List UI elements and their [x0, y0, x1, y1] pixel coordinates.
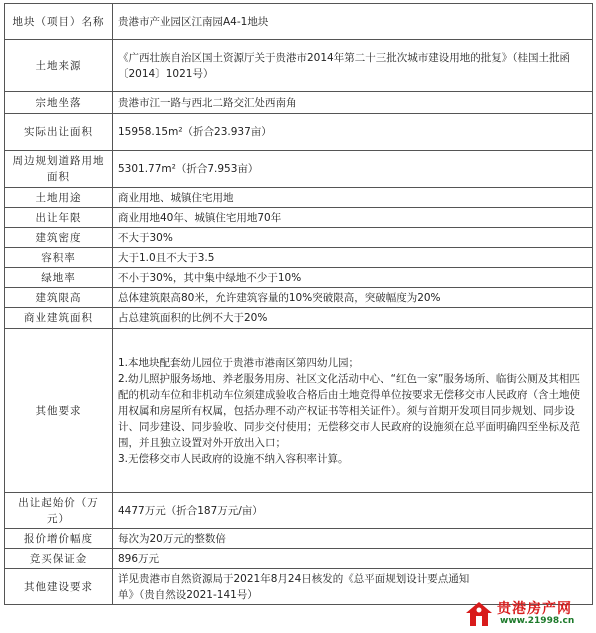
watermark-url: www.21998.cn	[500, 616, 575, 626]
row-value: 5301.77m²（折合7.953亩）	[113, 151, 593, 188]
table-row	[5, 493, 593, 529]
row-value: 不小于30%，其中集中绿地不少于10%	[113, 268, 593, 288]
row-value: 占总建筑面积的比例不大于20%	[113, 308, 593, 329]
row-label: 宗地坐落	[5, 92, 113, 114]
table-row	[5, 92, 593, 114]
other-req-line-2: 2.幼儿照护服务场地、养老服务用房、社区文化活动中心、“红色一家”服务场所、临街公厕及其相匹配的机动车位和非机动车位须建成验收合格后由土地竞得单位按要求无偿移交市人民政府（含土地使用权属和房屋所有权属，包括办理不动产权证书等相关证件）。须与首期开发项目同步规划、同步设计、同步建设、同步验收、同步交付使用；无偿移交市人民政府的设施须在总平面明确四至坐标及范围，并且独立设置对外开放出入口；	[118, 372, 580, 449]
row-value-list	[113, 329, 593, 493]
row-label: 其他建设要求	[5, 569, 113, 605]
table-row	[5, 308, 593, 329]
row-value: 详见贵港市自然资源局于2021年8月24日核发的《总平面规划设计要点通知单》（贵自然设2021-141号）	[113, 569, 593, 605]
site-watermark	[464, 597, 592, 631]
table-row	[5, 329, 593, 493]
table-row	[5, 4, 593, 40]
watermark-title: 贵港房产网	[497, 601, 572, 617]
row-label: 其他要求	[5, 329, 113, 493]
table-row	[5, 288, 593, 308]
row-label: 实际出让面积	[5, 114, 113, 151]
row-value: 商业用地、城镇住宅用地	[113, 188, 593, 208]
row-label: 绿地率	[5, 268, 113, 288]
row-label: 出让年限	[5, 208, 113, 228]
row-value: 贵港市江一路与西北二路交汇处西南角	[113, 92, 593, 114]
row-label: 商业建筑面积	[5, 308, 113, 329]
row-value: 每次为20万元的整数倍	[113, 529, 593, 549]
row-value: 不大于30%	[113, 228, 593, 248]
table-row	[5, 248, 593, 268]
row-label: 地块（项目）名称	[5, 4, 113, 40]
row-value: 896万元	[113, 549, 593, 569]
table-row	[5, 188, 593, 208]
table-row	[5, 268, 593, 288]
row-label: 报价增价幅度	[5, 529, 113, 549]
row-label: 建筑限高	[5, 288, 113, 308]
row-value: 总体建筑限高80米，允许建筑容量的10%突破限高，突破幅度为20%	[113, 288, 593, 308]
row-label: 周边规划道路用地面积	[5, 151, 113, 188]
row-value: 《广西壮族自治区国土资源厅关于贵港市2014年第二十三批次城市建设用地的批复》（桂国土批函〔2014〕1021号）	[113, 40, 593, 92]
table-row	[5, 529, 593, 549]
other-req-line-1: 1.本地块配套幼儿园位于贵港市港南区第四幼儿园；	[118, 356, 360, 369]
row-value: 4477万元（折合187万元/亩）	[113, 493, 593, 529]
row-value: 15958.15m²（折合23.937亩）	[113, 114, 593, 151]
row-label: 建筑密度	[5, 228, 113, 248]
table-row	[5, 208, 593, 228]
table-row	[5, 114, 593, 151]
house-logo-icon	[464, 599, 494, 629]
row-label: 土地用途	[5, 188, 113, 208]
row-value: 贵港市产业园区江南园A4-1地块	[113, 4, 593, 40]
row-value: 商业用地40年、城镇住宅用地70年	[113, 208, 593, 228]
row-label: 竞买保证金	[5, 549, 113, 569]
row-value: 大于1.0且不大于3.5	[113, 248, 593, 268]
table-row	[5, 151, 593, 188]
row-label: 土地来源	[5, 40, 113, 92]
table-row	[5, 228, 593, 248]
other-req-line-3: 3.无偿移交市人民政府的设施不纳入容积率计算。	[118, 452, 349, 465]
table-row	[5, 549, 593, 569]
row-label: 出让起始价（万元）	[5, 493, 113, 529]
row-label: 容积率	[5, 248, 113, 268]
table-row	[5, 40, 593, 92]
land-parcel-table	[4, 3, 593, 605]
